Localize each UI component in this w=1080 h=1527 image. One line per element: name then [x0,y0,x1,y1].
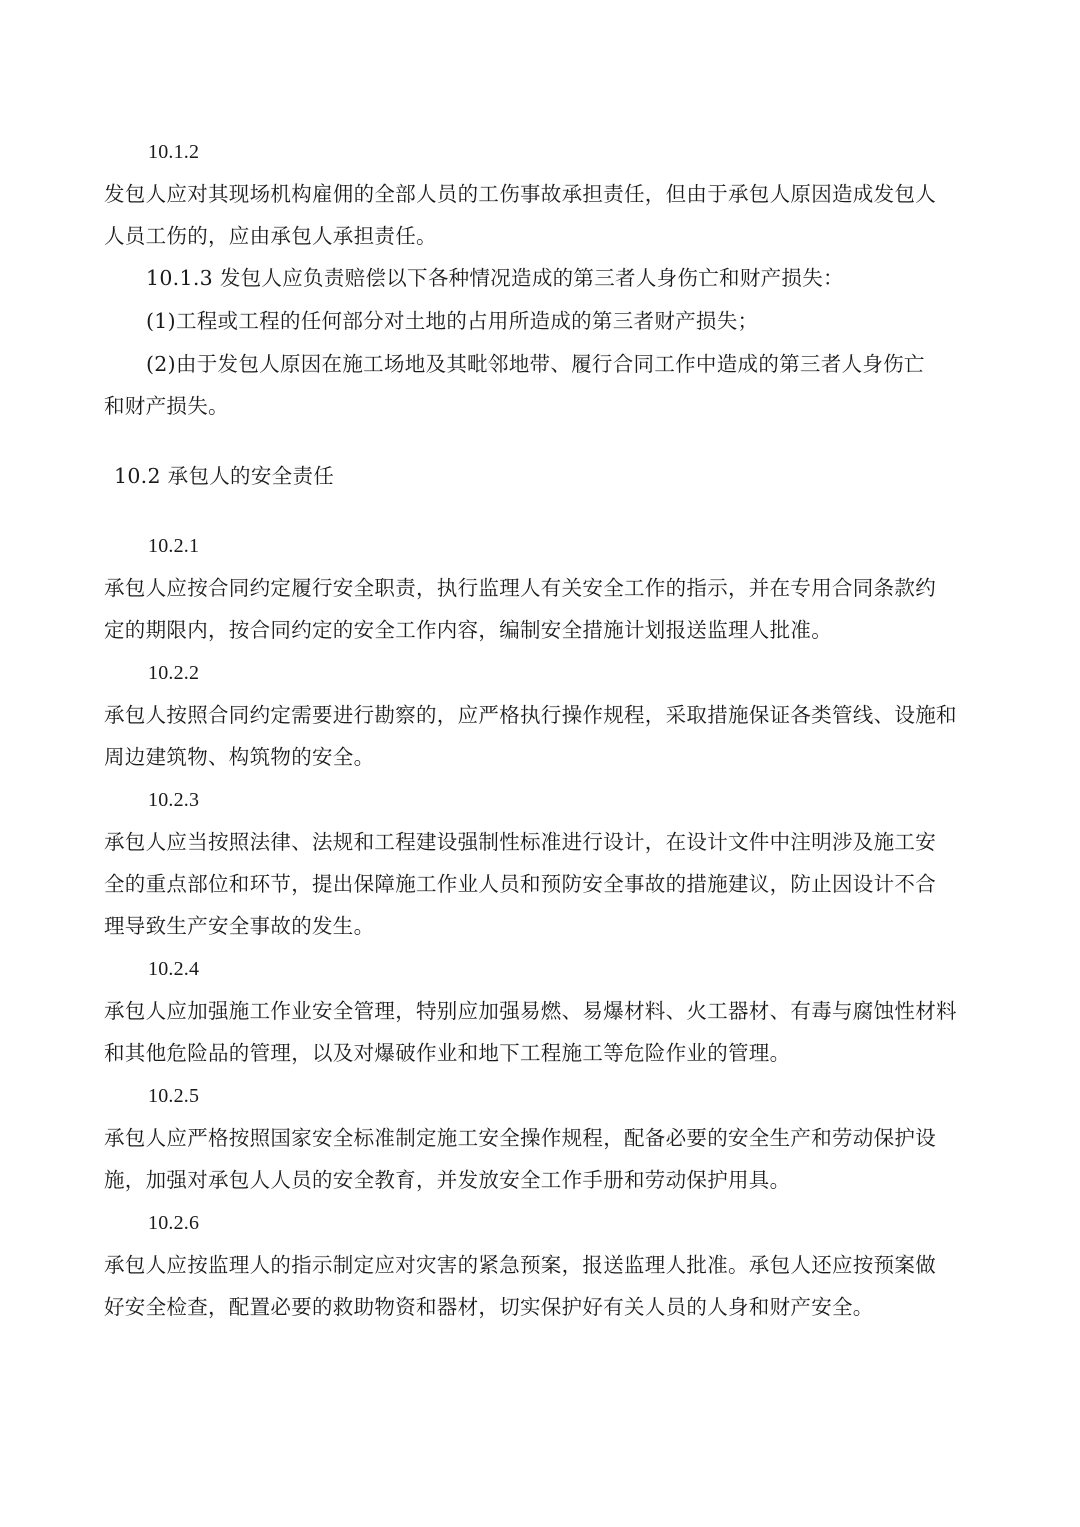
clause-10-2-2-line-2: 周边建筑物、构筑物的安全。 [104,745,375,769]
clause-number-10-2-2: 10.2.2 [148,662,200,684]
clause-10-2-2-line-1: 承包人按照合同约定需要进行勘察的，应严格执行操作规程，采取措施保证各类管线、设施和 [104,703,957,727]
clause-number-10-1-2: 10.1.2 [148,141,200,163]
clause-10-2-3-line-2: 全的重点部位和环节，提出保障施工作业人员和预防安全事故的措施建议，防止因设计不合 [104,872,936,896]
clause-10-1-3-item-1: (1)工程或工程的任何部分对土地的占用所造成的第三者财产损失； [146,309,759,333]
clause-10-2-3-line-1: 承包人应当按照法律、法规和工程建设强制性标准进行设计，在设计文件中注明涉及施工安 [104,830,936,854]
clause-10-2-1-line-2: 定的期限内，按合同约定的安全工作内容，编制安全措施计划报送监理人批准。 [104,618,832,642]
clause-10-2-6-line-2: 好安全检查，配置必要的救助物资和器材，切实保护好有关人员的人身和财产安全。 [104,1295,874,1319]
clause-10-1-3-intro: 10.1.3 发包人应负责赔偿以下各种情况造成的第三者人身伤亡和财产损失： [146,266,844,290]
clause-10-1-2-line-2: 人员工伤的，应由承包人承担责任。 [104,224,437,248]
clause-10-2-6-line-1: 承包人应按监理人的指示制定应对灾害的紧急预案，报送监理人批准。承包人还应按预案做 [104,1253,936,1277]
clause-10-1-3-item-2-line-1: (2)由于发包人原因在施工场地及其毗邻地带、履行合同工作中造成的第三者人身伤亡 [146,352,925,376]
clause-10-1-2-line-1: 发包人应对其现场机构雇佣的全部人员的工伤事故承担责任，但由于承包人原因造成发包人 [104,182,936,206]
clause-number-10-2-6: 10.2.6 [148,1212,200,1234]
clause-number-10-2-3: 10.2.3 [148,789,200,811]
clause-10-2-4-line-1: 承包人应加强施工作业安全管理，特别应加强易燃、易爆材料、火工器材、有毒与腐蚀性材料 [104,999,957,1023]
clause-10-1-3-item-2-line-2: 和财产损失。 [104,394,229,418]
clause-10-2-1-line-1: 承包人应按合同约定履行安全职责，执行监理人有关安全工作的指示，并在专用合同条款约 [104,576,936,600]
clause-number-10-2-4: 10.2.4 [148,958,200,980]
clause-number-10-2-1: 10.2.1 [148,535,200,557]
section-heading-10-2: 10.2 承包人的安全责任 [114,464,335,488]
clause-number-10-2-5: 10.2.5 [148,1085,200,1107]
clause-10-2-5-line-1: 承包人应严格按照国家安全标准制定施工安全操作规程，配备必要的安全生产和劳动保护设 [104,1126,936,1150]
clause-10-2-4-line-2: 和其他危险品的管理，以及对爆破作业和地下工程施工等危险作业的管理。 [104,1041,791,1065]
clause-10-2-5-line-2: 施，加强对承包人人员的安全教育，并发放安全工作手册和劳动保护用具。 [104,1168,791,1192]
clause-10-2-3-line-3: 理导致生产安全事故的发生。 [104,914,375,938]
